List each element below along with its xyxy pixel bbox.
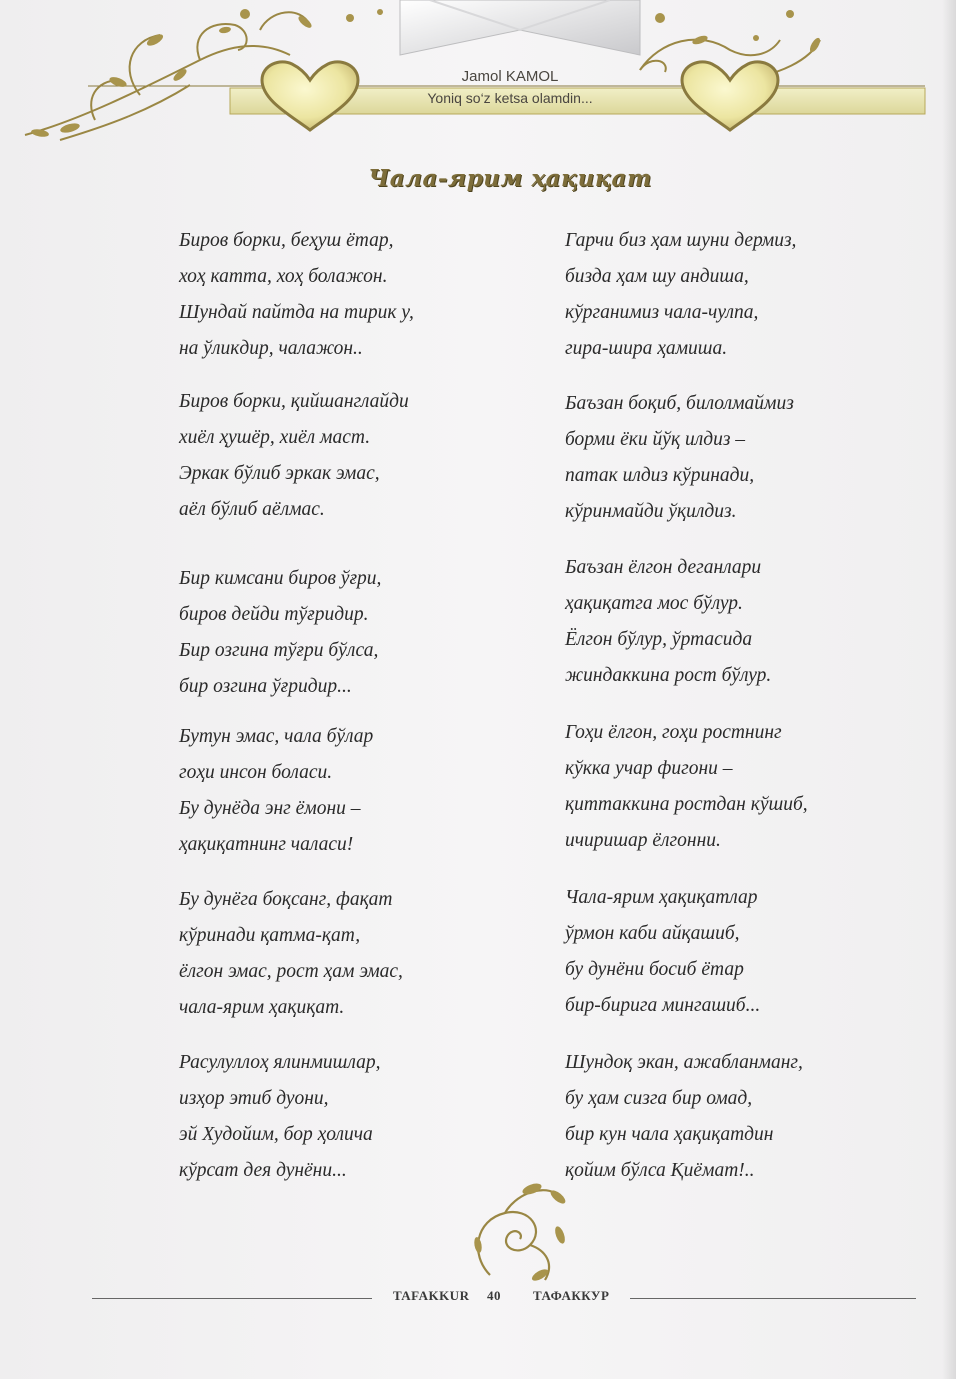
verse-line: ҳақиқатга мос бўлур. [565,593,743,614]
verse-line: бизда ҳам шу андиша, [565,266,749,287]
verse-line: Бу дунёда энг ёмони – [179,798,361,819]
footer-magazine-latin: TAFAKKUR [393,1288,470,1303]
verse-line: бу ҳам сизга бир омад, [565,1088,753,1109]
stanza-right-3 [565,550,925,694]
stanza-right-1 [565,223,925,367]
verse-line: Шундоқ экан, ажабланманг, [565,1052,803,1073]
verse-line: Шундай пайтда на тирик у, [179,302,414,323]
header-ornament [0,0,956,170]
poem-title: Чала-ярим ҳақиқат [368,165,652,192]
verse-line: Биров борки, қийшанглайди [179,391,409,412]
footer-rule-right [630,1298,916,1299]
verse-line: патак илдиз кўринади, [565,465,755,486]
verse-line: гира-шира ҳамиша. [565,338,728,359]
stanza-left-5 [179,882,539,1026]
page-number: 40 [487,1288,501,1303]
stanza-left-4 [179,719,539,863]
verse-line: Бир кимсани биров ўғри, [179,568,382,589]
stanza-right-2 [565,386,925,530]
verse-line: ёлгон эмас, рост ҳам эмас, [179,961,403,982]
verse-line: бир озгина ўғридир... [179,676,352,697]
verse-line: қиттаккина ростдан кўшиб, [565,794,808,815]
verse-line: хиёл ҳушёр, хиёл маст. [179,427,371,448]
verse-line: Баъзан ёлгон деганлари [565,557,762,578]
stanza-right-5 [565,880,925,1024]
verse-line: биров дейди тўғридир. [179,604,369,625]
stanza-right-6 [565,1045,925,1189]
verse-line: чала-ярим ҳақиқат. [179,997,345,1018]
verse-line: гоҳи инсон боласи. [179,762,333,783]
verse-line: борми ёки йўқ илдиз – [565,429,746,450]
verse-line: Чала-ярим ҳақиқатлар [565,887,758,908]
verse-line: кўринмайди ўқилдиз. [565,501,737,522]
verse-line: на ўликдир, чалажон.. [179,338,363,359]
author-name: Jamol KAMOL [461,68,559,85]
verse-line: Эркак бўлиб эркак эмас, [179,463,380,484]
stanza-left-1 [179,223,539,367]
verse-line: эй Худойим, бор ҳолича [179,1124,373,1145]
verse-line: Гоҳи ёлгон, гоҳи ростнинг [565,722,782,743]
verse-line: кўрганимиз чала-чулпа, [565,302,759,323]
verse-line: Баъзан боқиб, билолмаймиз [565,393,794,414]
verse-line: аёл бўлиб аёлмас. [179,499,325,520]
verse-line: ичиришар ёлгонни. [565,830,721,851]
verse-line: бир кун чала ҳақиқатдин [565,1124,774,1145]
verse-line: Бир озгина тўғри бўлса, [179,640,379,661]
verse-line: Бу дунёга боқсанг, фақат [179,889,393,910]
footer-rule-left [92,1298,372,1299]
verse-line: кўринади қатма-қат, [179,925,361,946]
verse-line: кўкка учар фигони – [565,758,733,779]
stanza-left-2 [179,384,539,528]
stanza-left-3 [179,561,539,705]
footer-swirl-ornament [460,1175,580,1290]
footer-magazine-cyrillic: ТАФАККУР [533,1288,610,1303]
verse-line: кўрсат дея дунёни... [179,1160,347,1181]
verse-line: Ёлгон бўлур, ўртасида [565,629,753,650]
verse-line: бу дунёни босиб ётар [565,959,744,980]
verse-line: изҳор этиб дуони, [179,1088,329,1109]
verse-line: қойим бўлса Қиёмат!.. [565,1160,755,1181]
verse-line: Биров борки, беҳуш ётар, [179,230,394,251]
verse-line: жиндаккина рост бўлур. [565,665,772,686]
verse-line: ҳақиқатнинг чаласи! [179,834,354,855]
page-header [0,0,956,170]
verse-line: бир-бирига мингашиб... [565,995,761,1016]
verse-line: хоҳ катта, хоҳ болажон. [179,266,388,287]
book-subtitle: Yoniq so‘z ketsa olamdin... [427,90,593,106]
verse-line: Бутун эмас, чала бўлар [179,726,374,747]
verse-line: ўрмон каби айқашиб, [565,923,740,944]
verse-line: Расулуллоҳ ялинмишлар, [179,1052,381,1073]
stanza-left-6 [179,1045,539,1189]
stanza-right-4 [565,715,925,859]
page-edge-shadow [942,0,956,1379]
verse-line: Гарчи биз ҳам шуни дермиз, [565,230,797,251]
